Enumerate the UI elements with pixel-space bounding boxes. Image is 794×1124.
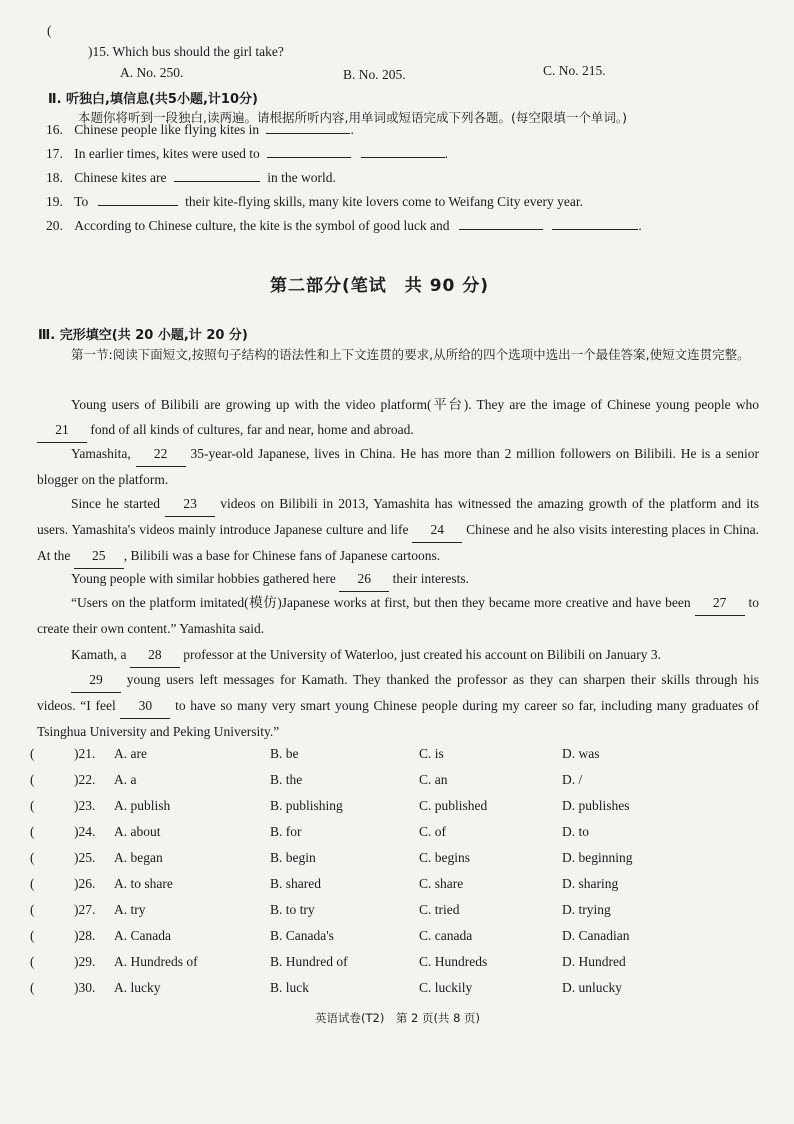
answer-blank-20b[interactable] — [552, 217, 638, 230]
cloze-blank-26[interactable]: 26 — [339, 566, 389, 592]
fill-item-text: In earlier times, kites were used to — [74, 146, 260, 161]
passage-text: Young people with similar hobbies gathered here — [71, 571, 336, 586]
cloze-blank-28[interactable]: 28 — [130, 642, 180, 668]
passage-paragraph-2 — [37, 441, 759, 492]
fill-item-number: 16. — [46, 122, 63, 137]
passage-text: Yamashita, — [71, 446, 131, 461]
answer-paren[interactable]: ( — [30, 902, 35, 917]
fill-item-number: 18. — [46, 170, 63, 185]
option-d[interactable]: D. beginning — [562, 850, 633, 865]
q15-stem: )15. Which bus should the girl take? — [88, 44, 284, 59]
fill-item-18 — [46, 169, 336, 187]
section2-title: 听独白,填信息(共5小题,计10分) — [66, 92, 258, 107]
passage-text: Young users of Bilibili are growing up with the video platform(平台). They are the image of Chinese young people who — [71, 397, 759, 412]
option-b[interactable]: B. publishing — [270, 798, 343, 813]
fill-item-end: in the world. — [267, 170, 336, 185]
section2-header — [48, 88, 258, 107]
passage-text: to create their own content.” Yamashita said. — [37, 595, 760, 636]
cloze-blank-27[interactable]: 27 — [695, 590, 745, 616]
cloze-blank-21[interactable]: 21 — [37, 417, 87, 443]
option-row-26 — [30, 876, 730, 902]
cloze-blank-23[interactable]: 23 — [165, 491, 215, 517]
option-c[interactable]: C. of — [419, 824, 446, 839]
option-row-29 — [30, 954, 730, 980]
option-row-28 — [30, 928, 730, 954]
cloze-blank-30[interactable]: 30 — [120, 693, 170, 719]
passage-text: 35-year-old Japanese, lives in China. He has more than 2 million followers on Bilibili. He is a senior blogger on the platform. — [37, 446, 760, 487]
option-c[interactable]: C. begins — [419, 850, 471, 865]
option-a[interactable]: A. publish — [114, 798, 171, 813]
answer-blank-17b[interactable] — [361, 145, 445, 158]
option-b[interactable]: B. Canada's — [270, 928, 334, 943]
option-c[interactable]: C. an — [419, 772, 448, 787]
section2-instruction: 本题你将听到一段独白,读两遍。请根据所听内容,用单词或短语完成下列各题。(每空限填一个单词。) — [78, 110, 627, 125]
option-a[interactable]: A. try — [114, 902, 146, 917]
q15-paren: ( — [47, 23, 52, 38]
fill-item-19 — [46, 193, 583, 211]
option-row-23 — [30, 798, 730, 824]
question-number: )21. — [74, 746, 96, 761]
option-c[interactable]: C. canada — [419, 928, 473, 943]
section2-roman: Ⅱ. — [48, 92, 62, 107]
option-a[interactable]: A. to share — [114, 876, 173, 891]
option-a[interactable]: A. lucky — [114, 980, 161, 995]
fill-item-text: To — [74, 194, 89, 209]
answer-paren[interactable]: ( — [30, 850, 35, 865]
passage-text: Kamath, a — [71, 647, 127, 662]
option-d[interactable]: D. sharing — [562, 876, 619, 891]
question-number: )22. — [74, 772, 96, 787]
passage-text: professor at the University of Waterloo, just created his account on Bilibili on January 3. — [183, 647, 662, 662]
fill-item-number: 17. — [46, 146, 63, 161]
option-a[interactable]: A. a — [114, 772, 137, 787]
passage-paragraph-7 — [37, 667, 759, 744]
fill-item-end: . — [444, 146, 448, 161]
fill-item-number: 19. — [46, 194, 63, 209]
passage-paragraph-6 — [37, 642, 759, 668]
section3-instruction: 第一节:阅读下面短文,按照句子结构的语法性和上下文连贯的要求,从所给的四个选项中选出一个最佳答案,使短文连贯完整。 — [71, 347, 750, 362]
option-a[interactable]: A. Canada — [114, 928, 171, 943]
fill-item-end: their kite-flying skills, many kite lovers come to Weifang City every year. — [185, 194, 584, 209]
option-row-21 — [30, 746, 730, 772]
fill-item-end: . — [350, 122, 354, 137]
passage-text: their interests. — [392, 571, 470, 586]
option-b[interactable]: B. be — [270, 746, 299, 761]
passage-paragraph-3 — [37, 491, 759, 569]
answer-blank-19[interactable] — [98, 193, 178, 206]
passage-text: videos on Bilibili in 2013, Yamashita has witnessed the amazing growth of the platform and its users. Yamashita's videos mainly introduce Japanese culture and life — [37, 496, 759, 537]
option-row-25 — [30, 850, 730, 876]
q15-option-c: C. No. 215. — [543, 63, 606, 78]
section3-title: 完形填空(共 20 小题,计 20 分) — [59, 328, 248, 343]
q15-option-a: A. No. 250. — [120, 65, 184, 80]
answer-paren[interactable]: ( — [30, 954, 35, 969]
option-b[interactable]: B. for — [270, 824, 302, 839]
option-row-22 — [30, 772, 730, 798]
fill-item-16 — [46, 121, 354, 139]
option-b[interactable]: B. to try — [270, 902, 315, 917]
passage-paragraph-5 — [37, 590, 759, 641]
answer-paren[interactable]: ( — [30, 824, 35, 839]
answer-paren[interactable]: ( — [30, 928, 35, 943]
fill-item-text: Chinese people like flying kites in — [74, 122, 260, 137]
option-c[interactable]: C. luckily — [419, 980, 473, 995]
question-number: )29. — [74, 954, 96, 969]
passage-text: Since he started — [71, 496, 160, 511]
option-row-27 — [30, 902, 730, 928]
fill-item-20 — [46, 217, 642, 235]
cloze-blank-24[interactable]: 24 — [412, 517, 462, 543]
answer-blank-18[interactable] — [174, 169, 260, 182]
answer-paren[interactable]: ( — [30, 746, 35, 761]
option-d[interactable]: D. publishes — [562, 798, 630, 813]
answer-blank-20a[interactable] — [459, 217, 543, 230]
option-d[interactable]: D. unlucky — [562, 980, 622, 995]
answer-paren[interactable]: ( — [30, 772, 35, 787]
option-a[interactable]: A. are — [114, 746, 147, 761]
fill-item-text: Chinese kites are — [74, 170, 167, 185]
passage-text: young users left messages for Kamath. They thanked the professor as they can sharpen their skills through his videos. “I feel — [37, 672, 759, 713]
answer-paren[interactable]: ( — [30, 980, 35, 995]
option-c[interactable]: C. tried — [419, 902, 460, 917]
part2-title: 第二部分(笔试 共 90 分) — [270, 276, 490, 296]
option-row-30 — [30, 980, 730, 1006]
passage-text: to have so many very smart young Chinese people during my career so far, including many graduates of Tsinghua University and Peking University.” — [37, 698, 760, 739]
passage-text: “Users on the platform imitated(模仿)Japanese works at first, but then they became more creative and have been — [71, 595, 691, 610]
fill-item-number: 20. — [46, 218, 63, 233]
option-d[interactable]: D. Canadian — [562, 928, 630, 943]
question-number: )30. — [74, 980, 96, 995]
passage-paragraph-4 — [37, 566, 759, 592]
option-d[interactable]: D. to — [562, 824, 589, 839]
cloze-blank-25[interactable]: 25 — [74, 543, 124, 569]
option-c[interactable]: C. share — [419, 876, 464, 891]
question-number: )23. — [74, 798, 96, 813]
fill-item-17 — [46, 145, 448, 163]
answer-blank-16[interactable] — [266, 121, 350, 134]
answer-paren[interactable]: ( — [30, 798, 35, 813]
option-d[interactable]: D. was — [562, 746, 600, 761]
option-b[interactable]: B. the — [270, 772, 303, 787]
option-c[interactable]: C. Hundreds — [419, 954, 488, 969]
cloze-blank-29[interactable]: 29 — [71, 667, 121, 693]
section3-header — [38, 324, 248, 343]
option-c[interactable]: C. is — [419, 746, 444, 761]
option-b[interactable]: B. Hundred of — [270, 954, 348, 969]
section3-roman: Ⅲ. — [38, 328, 56, 343]
option-b[interactable]: B. luck — [270, 980, 309, 995]
option-a[interactable]: A. Hundreds of — [114, 954, 198, 969]
passage-text: Chinese and he also visits interesting places in China. At the — [37, 522, 760, 563]
option-row-24 — [30, 824, 730, 850]
answer-paren[interactable]: ( — [30, 876, 35, 891]
fill-item-text: According to Chinese culture, the kite is the symbol of good luck and — [74, 218, 450, 233]
question-number: )24. — [74, 824, 96, 839]
passage-paragraph-1 — [37, 392, 759, 443]
option-b[interactable]: B. shared — [270, 876, 321, 891]
passage-text: fond of all kinds of cultures, far and near, home and abroad. — [90, 422, 414, 437]
option-d[interactable]: D. / — [562, 772, 583, 787]
question-number: )28. — [74, 928, 96, 943]
option-a[interactable]: A. about — [114, 824, 161, 839]
option-d[interactable]: D. trying — [562, 902, 611, 917]
q15-option-b: B. No. 205. — [343, 67, 406, 82]
cloze-blank-22[interactable]: 22 — [136, 441, 186, 467]
question-number: )25. — [74, 850, 96, 865]
question-number: )27. — [74, 902, 96, 917]
option-c[interactable]: C. published — [419, 798, 488, 813]
option-b[interactable]: B. begin — [270, 850, 316, 865]
question-number: )26. — [74, 876, 96, 891]
option-d[interactable]: D. Hundred — [562, 954, 626, 969]
page-footer: 英语试卷(T2) 第 2 页(共 8 页) — [315, 1011, 481, 1025]
option-a[interactable]: A. began — [114, 850, 163, 865]
fill-item-end: . — [638, 218, 642, 233]
passage-text: , Bilibili was a base for Chinese fans of Japanese cartoons. — [123, 548, 441, 563]
answer-blank-17a[interactable] — [267, 145, 351, 158]
